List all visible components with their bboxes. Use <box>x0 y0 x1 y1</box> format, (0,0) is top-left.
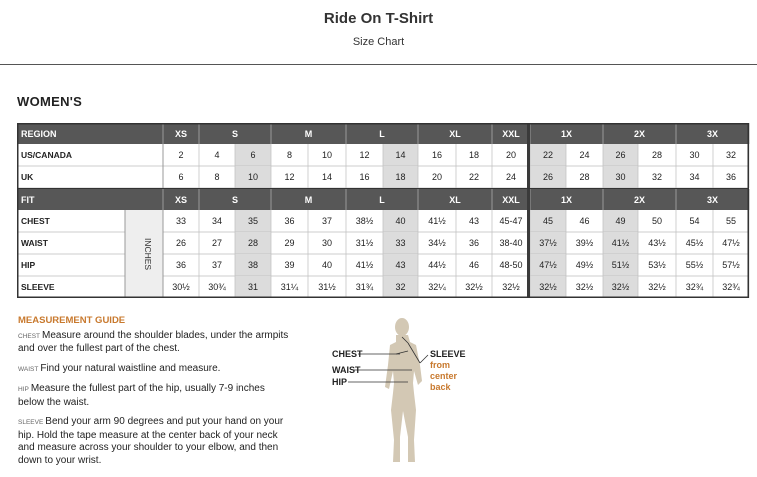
figure-waist-label: WAIST <box>332 365 361 375</box>
fit-row-2-val-8: 46 <box>468 260 480 270</box>
figure-from-label: from <box>430 360 450 370</box>
fit-row-2-val-14: 55½ <box>685 260 704 270</box>
figure-chest-label: CHEST <box>332 349 363 359</box>
figure-center-label: center <box>430 371 458 381</box>
page-title: Ride On T-Shirt <box>323 10 434 27</box>
fit-header-label: FIT <box>21 195 35 205</box>
guide-chest <box>18 330 293 356</box>
fit-row-0-val-7: 41½ <box>428 216 446 226</box>
fit-row-3-val-2: 31 <box>247 282 259 292</box>
us-row-val-8: 18 <box>468 150 480 160</box>
fit-header-size-4: XL <box>449 195 461 205</box>
fit-row-0-val-11: 46 <box>579 216 590 226</box>
fit-row-3-val-3: 31¼ <box>280 282 299 292</box>
fit-row-2-val-5: 41½ <box>355 260 374 270</box>
region-header-size-7: 2X <box>633 129 646 139</box>
fit-row-1-val-14: 45½ <box>685 238 704 248</box>
fit-row-2-val-1: 37 <box>211 260 223 270</box>
figure-hip-label: HIP <box>332 377 348 387</box>
uk-row-val-14: 34 <box>689 172 700 182</box>
inches-unit-label: INCHES <box>143 237 153 271</box>
fit-row-3-val-4: 31½ <box>318 282 336 292</box>
fit-row-1-val-5: 31½ <box>355 238 374 248</box>
fit-row-0-val-3: 36 <box>284 216 295 226</box>
fit-header-size-2: M <box>304 195 313 205</box>
fit-row-1-val-12: 41½ <box>611 238 630 248</box>
fit-row-0-val-5: 38½ <box>355 216 374 226</box>
guide-hip <box>18 383 293 409</box>
region-header-size-0: XS <box>174 129 188 139</box>
page-subtitle: Size Chart <box>352 36 405 48</box>
fit-row-3-val-0: 30½ <box>172 282 190 292</box>
size-chart-svg <box>17 123 757 298</box>
fit-row-1-val-1: 27 <box>211 238 223 248</box>
uk-row-val-11: 28 <box>579 172 590 182</box>
fit-row-1-val-4: 30 <box>321 238 333 248</box>
fit-row-3-val-9: 32½ <box>502 282 520 292</box>
us-row-label: US/CANADA <box>21 150 72 160</box>
fit-row-3-val-8: 32½ <box>465 282 483 292</box>
fit-row-1-val-6: 33 <box>395 238 406 248</box>
fit-row-1-val-7: 34½ <box>428 238 446 248</box>
fit-row-0-label: CHEST <box>21 216 50 226</box>
fit-row-0-val-4: 37 <box>321 216 333 226</box>
size-chart <box>17 123 757 298</box>
fit-row-2-val-6: 43 <box>395 260 406 270</box>
fit-row-1-val-3: 29 <box>284 238 295 248</box>
fit-header-size-0: XS <box>174 195 188 205</box>
us-row-val-14: 30 <box>689 150 700 160</box>
fit-row-1-val-10: 37½ <box>539 238 557 248</box>
fit-row-2-val-10: 47½ <box>539 260 557 270</box>
guide-sleeve-text: Bend your arm 90 degrees and put your hand on your hip. Hold the tape measure at the center back of your neck and measure across your shoulder to your elbow, and then down to your wrist. <box>18 416 284 466</box>
fit-row-0-val-0: 33 <box>175 216 187 226</box>
fit-row-2-val-0: 36 <box>175 260 187 270</box>
fit-row-1-val-8: 36 <box>468 238 480 248</box>
region-header-size-2: M <box>304 129 313 139</box>
measurement-guide <box>18 315 293 474</box>
us-row-val-13: 28 <box>651 150 663 160</box>
fit-row-2-val-4: 40 <box>321 260 333 270</box>
guide-sleeve-key: SLEEVE <box>18 419 44 426</box>
fit-header-size-6: 1X <box>560 195 573 205</box>
fit-row-3-val-14: 32¾ <box>685 282 704 292</box>
fit-row-1-val-13: 43½ <box>648 238 666 248</box>
fit-row-1-label: WAIST <box>21 238 48 248</box>
uk-row-val-3: 12 <box>284 172 295 182</box>
plus-size-divider <box>527 123 530 298</box>
fit-header-size-3: L <box>379 195 385 205</box>
uk-row-val-13: 32 <box>651 172 663 182</box>
fit-row-2-label: HIP <box>21 260 36 270</box>
us-row-val-5: 12 <box>359 150 370 160</box>
uk-row-val-5: 16 <box>359 172 370 182</box>
figure-back-label: back <box>430 382 451 392</box>
fit-header-size-8: 3X <box>706 195 719 205</box>
guide-waist-key: WAIST <box>18 365 39 373</box>
figure-illustration <box>330 315 470 470</box>
fit-row-1-val-11: 39½ <box>575 238 594 248</box>
fit-row-2-val-9: 48-50 <box>499 260 523 270</box>
fit-row-3-label: SLEEVE <box>21 282 55 292</box>
uk-row-val-9: 24 <box>505 172 517 182</box>
fit-row-2-val-3: 39 <box>284 260 295 270</box>
us-row-val-7: 16 <box>431 150 443 160</box>
uk-row-val-2: 10 <box>247 172 259 182</box>
fit-row-0-val-9: 45-47 <box>499 216 523 226</box>
us-row-val-3: 8 <box>286 150 293 160</box>
fit-row-1-val-2: 28 <box>247 238 259 248</box>
fit-row-0-val-10: 45 <box>542 216 554 226</box>
fit-row-3-val-6: 32 <box>395 282 406 292</box>
guide-sleeve <box>18 416 293 467</box>
region-header-size-5: XXL <box>502 129 520 139</box>
fit-row-0-val-15: 55 <box>725 216 737 226</box>
guide-hip-text: Measure the fullest part of the hip, usually 7-9 inches below the waist. <box>18 383 265 408</box>
fit-row-2-val-11: 49½ <box>575 260 594 270</box>
fit-row-3-val-7: 32¼ <box>428 282 446 292</box>
region-header-size-6: 1X <box>560 129 573 139</box>
fit-row-3-val-10: 32½ <box>539 282 557 292</box>
fit-row-1-val-9: 38-40 <box>499 238 523 248</box>
divider <box>0 64 757 65</box>
fit-row-3-val-13: 32½ <box>648 282 666 292</box>
us-row-val-4: 10 <box>321 150 333 160</box>
fit-header-size-1: S <box>231 195 239 205</box>
guide-title: MEASUREMENT GUIDE <box>18 315 126 326</box>
uk-row-val-0: 6 <box>178 172 184 182</box>
us-row-val-9: 20 <box>505 150 517 160</box>
region-header-label: REGION <box>21 129 57 139</box>
fit-row-0-val-6: 40 <box>395 216 406 226</box>
fit-row-3-val-11: 32½ <box>575 282 594 292</box>
us-row-val-11: 24 <box>579 150 590 160</box>
us-row-val-10: 22 <box>542 150 554 160</box>
fit-row-1-val-15: 47½ <box>722 238 740 248</box>
guide-waist <box>18 363 293 377</box>
woman-silhouette-icon <box>385 318 422 462</box>
fit-row-0-val-8: 43 <box>468 216 480 226</box>
fit-row-0-val-13: 50 <box>651 216 663 226</box>
uk-row-val-10: 26 <box>542 172 554 182</box>
guide-chest-text: Measure around the shoulder blades, under the armpits and over the fullest part of the chest. <box>18 329 289 354</box>
fit-header-size-7: 2X <box>633 195 646 205</box>
region-header-size-8: 3X <box>706 129 719 139</box>
us-row-val-12: 26 <box>615 150 626 160</box>
us-row-val-0: 2 <box>178 150 184 160</box>
uk-row-val-1: 8 <box>214 172 220 182</box>
uk-row-val-6: 18 <box>395 172 406 182</box>
uk-row-val-7: 20 <box>431 172 443 182</box>
fit-header-size-5: XXL <box>502 195 520 205</box>
uk-row-val-8: 22 <box>468 172 480 182</box>
fit-row-1-val-0: 26 <box>175 238 187 248</box>
region-header-size-1: S <box>231 129 239 139</box>
measurement-figure <box>330 315 470 470</box>
guide-chest-key: CHEST <box>18 332 41 340</box>
guide-waist-text: Find your natural waistline and measure. <box>40 362 221 374</box>
fit-row-2-val-13: 53½ <box>648 260 666 270</box>
uk-row-label: UK <box>21 172 34 182</box>
section-heading: WOMEN'S <box>17 94 83 109</box>
fit-row-2-val-12: 51½ <box>611 260 630 270</box>
fit-row-0-val-14: 54 <box>689 216 700 226</box>
uk-row-val-15: 36 <box>725 172 737 182</box>
fit-row-3-val-5: 31¾ <box>355 282 374 292</box>
fit-row-0-val-1: 34 <box>211 216 223 226</box>
fit-row-3-val-12: 32½ <box>611 282 630 292</box>
uk-row-val-4: 14 <box>321 172 333 182</box>
figure-sleeve-label: SLEEVE <box>430 349 466 359</box>
guide-hip-key: HIP <box>18 386 29 393</box>
us-row-val-6: 14 <box>395 150 406 160</box>
fit-row-3-val-15: 32¾ <box>722 282 740 292</box>
fit-row-3-val-1: 30¾ <box>208 282 226 292</box>
fit-row-2-val-15: 57½ <box>722 260 740 270</box>
fit-row-2-val-7: 44½ <box>428 260 446 270</box>
fit-row-0-val-2: 35 <box>247 216 259 226</box>
region-header-size-4: XL <box>449 129 461 139</box>
us-row-val-15: 32 <box>725 150 737 160</box>
us-row-val-1: 4 <box>214 150 220 160</box>
region-header-size-3: L <box>379 129 385 139</box>
us-row-val-2: 6 <box>250 150 256 160</box>
fit-row-0-val-12: 49 <box>615 216 626 226</box>
uk-row-val-12: 30 <box>615 172 626 182</box>
fit-row-2-val-2: 38 <box>247 260 259 270</box>
